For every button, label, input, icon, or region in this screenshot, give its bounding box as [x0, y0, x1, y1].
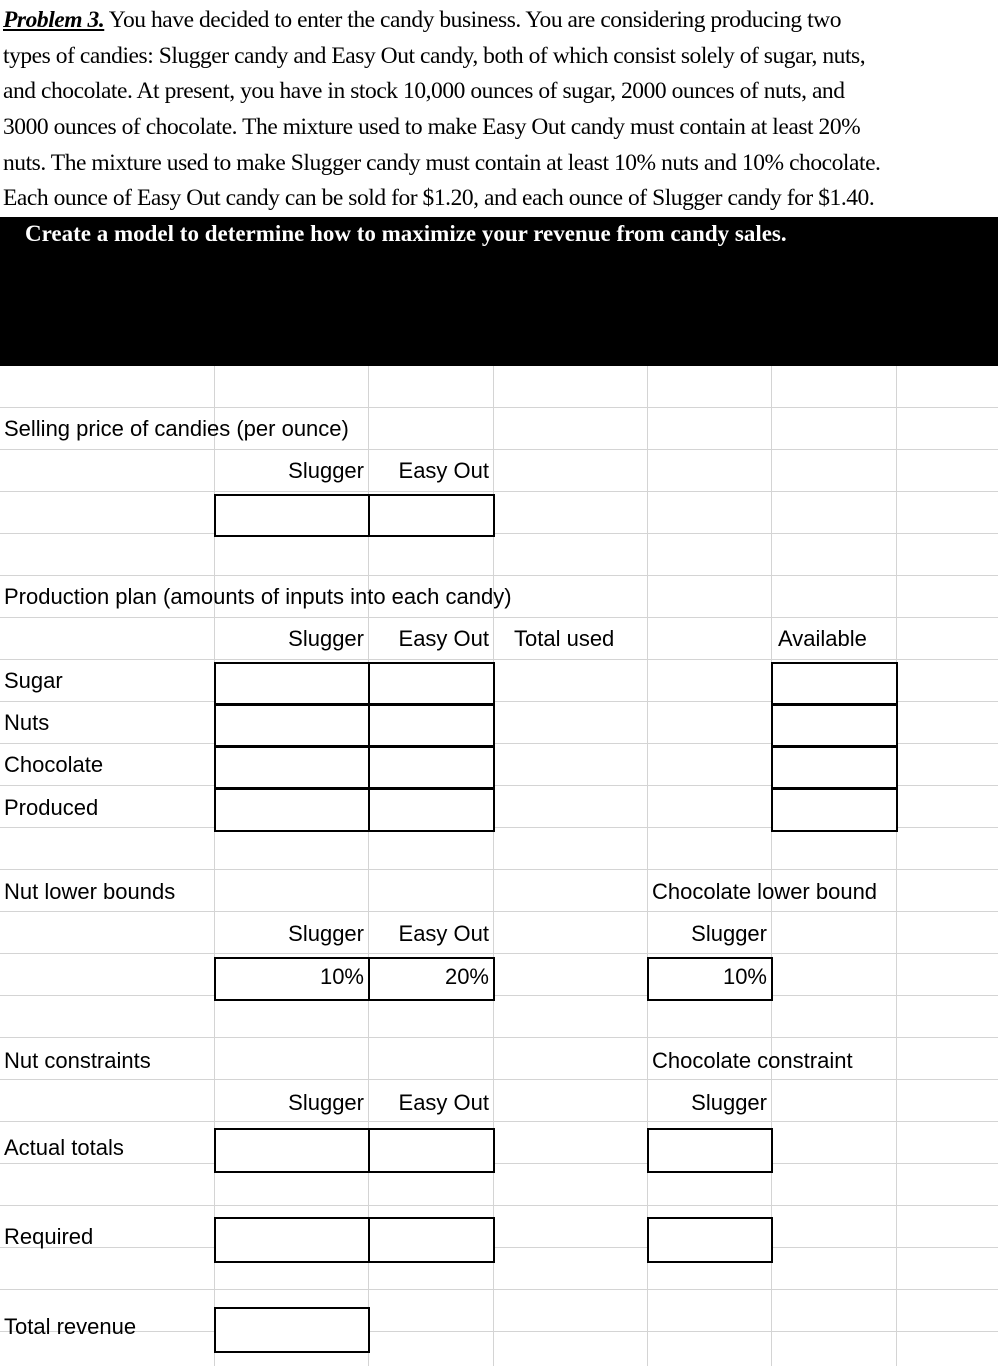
row-label-sugar: Sugar	[4, 668, 63, 693]
problem-text	[0, 0, 998, 217]
column-divider	[896, 366, 897, 1366]
nuts-available-input[interactable]	[771, 704, 898, 747]
production-header-easy-out: Easy Out	[398, 626, 489, 651]
problem-line-1	[3, 3, 998, 39]
production-header-slugger: Slugger	[288, 626, 364, 651]
problem-line-2: types of candies: Slugger candy and Easy Out candy, both of which consist solely of sugar, nuts,	[3, 42, 866, 69]
chocolate-available-input[interactable]	[771, 746, 898, 789]
problem-statement	[0, 0, 998, 366]
price-easy-out-input[interactable]	[368, 494, 495, 537]
problem-label: Problem 3.	[3, 7, 105, 33]
chocolate-constraint-header-slugger: Slugger	[691, 1090, 767, 1115]
nut-lower-slugger-value[interactable]: 10%	[214, 957, 370, 1001]
price-header-easy-out: Easy Out	[398, 458, 489, 483]
row-label-produced: Produced	[4, 795, 99, 820]
problem-line-6: Each ounce of Easy Out candy can be sold for $1.20, and each ounce of Slugger candy for $1.40.	[3, 185, 875, 212]
chocolate-constraint-title: Chocolate constraint	[652, 1048, 853, 1073]
column-divider	[771, 366, 772, 1366]
production-header-total-used: Total used	[514, 626, 615, 651]
required-label: Required	[4, 1224, 94, 1249]
required-chocolate-slugger-input[interactable]	[647, 1217, 773, 1263]
sugar-easy-out-input[interactable]	[368, 662, 495, 705]
chocolate-lower-bound-title: Chocolate lower bound	[652, 879, 878, 904]
actual-nut-slugger-input[interactable]	[214, 1128, 370, 1173]
chocolate-lower-header-slugger: Slugger	[691, 921, 767, 946]
required-nut-easy-out-input[interactable]	[368, 1217, 495, 1263]
produced-easy-out-input[interactable]	[368, 788, 495, 832]
nut-lower-easy-out-value[interactable]: 20%	[368, 957, 495, 1001]
row-label-nuts: Nuts	[4, 710, 50, 735]
chocolate-slugger-input[interactable]	[214, 746, 370, 789]
required-nut-slugger-input[interactable]	[214, 1217, 370, 1263]
problem-line-3: and chocolate. At present, you have in stock 10,000 ounces of sugar, 2000 ounces of nuts, and	[3, 78, 845, 105]
actual-chocolate-slugger-input[interactable]	[647, 1128, 773, 1173]
price-header-slugger: Slugger	[288, 458, 364, 483]
produced-available-input[interactable]	[771, 788, 898, 832]
problem-line-4: 3000 ounces of chocolate. The mixture used to make Easy Out candy must contain at least 20%	[3, 114, 861, 141]
price-slugger-input[interactable]	[214, 494, 370, 537]
actual-totals-label: Actual totals	[4, 1135, 124, 1160]
problem-task: Create a model to determine how to maximize your revenue from candy sales.	[25, 221, 787, 247]
total-revenue-label: Total revenue	[4, 1314, 137, 1339]
row-label-chocolate: Chocolate	[4, 752, 104, 777]
sugar-slugger-input[interactable]	[214, 662, 370, 705]
problem-line-1-text: You have decided to enter the candy business. You are considering producing two	[104, 7, 841, 33]
problem-line-5: nuts. The mixture used to make Slugger candy must contain at least 10% nuts and 10% chocolate.	[3, 149, 881, 176]
column-divider	[647, 366, 648, 1366]
nuts-easy-out-input[interactable]	[368, 704, 495, 747]
nut-constraints-title: Nut constraints	[4, 1048, 151, 1073]
sugar-available-input[interactable]	[771, 662, 898, 705]
selling-price-title: Selling price of candies (per ounce)	[4, 416, 349, 441]
production-plan-title: Production plan (amounts of inputs into each candy)	[4, 584, 512, 609]
nut-lower-bounds-title: Nut lower bounds	[4, 879, 176, 904]
production-header-available: Available	[778, 626, 867, 651]
nut-constraint-header-easy-out: Easy Out	[398, 1090, 489, 1115]
nuts-slugger-input[interactable]	[214, 704, 370, 747]
nut-lower-header-slugger: Slugger	[288, 921, 364, 946]
actual-nut-easy-out-input[interactable]	[368, 1128, 495, 1173]
chocolate-lower-slugger-value[interactable]: 10%	[647, 957, 773, 1001]
nut-constraint-header-slugger: Slugger	[288, 1090, 364, 1115]
chocolate-easy-out-input[interactable]	[368, 746, 495, 789]
total-revenue-input[interactable]	[214, 1307, 370, 1353]
produced-slugger-input[interactable]	[214, 788, 370, 832]
spreadsheet-grid[interactable]	[0, 366, 998, 1366]
nut-lower-header-easy-out: Easy Out	[398, 921, 489, 946]
